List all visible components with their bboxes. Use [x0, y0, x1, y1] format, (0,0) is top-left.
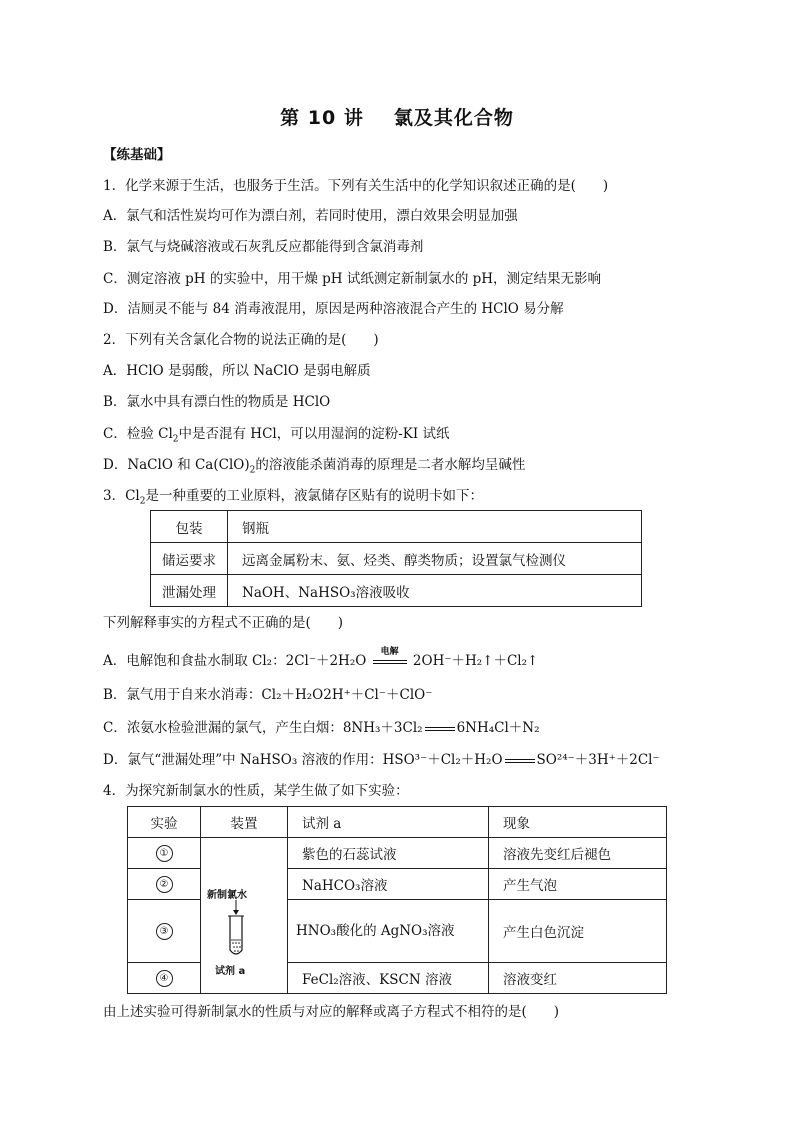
experiment-number: ②: [128, 869, 201, 900]
header-reagent: 试剂 a: [288, 807, 489, 838]
q2-d-prefix: D．NaClO 和 Ca(ClO): [103, 457, 250, 473]
q2-option-d: D．NaClO 和 $Ca(ClO)_2$的溶液能杀菌消毒的原理是二者水解均呈碱性: [103, 457, 526, 476]
q3-question: 下列解释事实的方程式不正确的是( ): [103, 615, 344, 631]
table-key: 储运要求: [151, 543, 228, 575]
q3-c-suffix: 6NH₄Cl＋N₂: [456, 720, 540, 736]
q3-c-prefix: C．浓氨水检验泄漏的氯气，产生白烟：8NH₃＋3Cl₂: [103, 720, 423, 736]
q2-option-b: B．氯水中具有漂白性的物质是 HClO: [103, 394, 331, 410]
q3-option-d: [103, 751, 660, 769]
q2-option-a: A．HClO 是弱酸，所以 NaClO 是弱电解质: [103, 363, 371, 379]
phenomenon: 溶液先变红后褪色: [489, 838, 667, 869]
table-value: 远离金属粉末、氨、烃类、醇类物质；设置氯气检测仪: [228, 543, 642, 575]
q3-a-prefix: A．电解饱和食盐水制取 Cl₂：2Cl⁻＋2H₂O: [103, 653, 367, 669]
q1-option-a: A．氯气和活性炭均可作为漂白剂，若同时使用，漂白效果会明显加强: [103, 208, 518, 224]
q3-option-c: [103, 719, 540, 737]
apparatus-cell: [201, 838, 288, 994]
equals-sign: [505, 759, 535, 763]
reaction-condition: 电解: [380, 647, 399, 657]
table-row: [128, 838, 667, 869]
reagent: NaHCO₃溶液: [288, 869, 489, 900]
header-apparatus: 装置: [201, 807, 288, 838]
reagent-a-label: 试剂 a: [215, 965, 246, 977]
q3-a-suffix: 2OH⁻＋H₂↑＋Cl₂↑: [412, 653, 539, 669]
q1-stem: 1．化学来源于生活，也服务于生活。下列有关生活中的化学知识叙述正确的是( ): [103, 178, 609, 194]
experiment-table: [127, 806, 667, 994]
test-tube-icon: [201, 854, 287, 978]
table-value: NaOH、NaHSO₃溶液吸收: [228, 575, 642, 607]
experiment-number: ①: [128, 838, 201, 869]
table-row: [151, 511, 642, 543]
chlorine-label-table: [150, 510, 642, 607]
q3-stem: 3．$Cl_2$是一种重要的工业原料，液氯储存区贴有的说明卡如下：: [103, 488, 483, 507]
q3-d-prefix: D．氯气“泄漏处理”中 NaHSO₃ 溶液的作用：HSO³⁻＋Cl₂＋H₂O: [103, 752, 503, 768]
experiment-number: ④: [128, 963, 201, 994]
q3-d-suffix: SO²⁴⁻＋3H⁺＋2Cl⁻: [536, 752, 660, 768]
test-tube-diagram: [201, 854, 287, 978]
q4-stem: 4．为探究新制氯水的性质，某学生做了如下实验：: [103, 783, 409, 799]
lecture-number: 第 10 讲: [280, 107, 364, 129]
table-key: 泄漏处理: [151, 575, 228, 607]
q2-stem: 2．下列有关含氯化合物的说法正确的是( ): [103, 332, 379, 348]
table-key: 包装: [151, 511, 228, 543]
reagent: FeCl₂溶液、KSCN 溶液: [288, 963, 489, 994]
page-title: [0, 103, 794, 130]
q3-option-a: [103, 647, 539, 670]
q2-d-suffix: 的溶液能杀菌消毒的原理是二者水解均呈碱性: [255, 457, 526, 473]
reagent: 紫色的石蕊试液: [288, 838, 489, 869]
table-value: 钢瓶: [228, 511, 642, 543]
table-header-row: [128, 807, 667, 838]
phenomenon: 产生白色沉淀: [489, 900, 667, 963]
table-row: [151, 575, 642, 607]
q4-closing: 由上述实验可得新制氯水的性质与对应的解释或离子方程式不相符的是( ): [103, 1004, 560, 1020]
chlorine-water-label: 新制氯水: [207, 889, 247, 901]
header-experiment: 实验: [128, 807, 201, 838]
experiment-number: ③: [128, 900, 201, 963]
q1-option-c: C．测定溶液 pH 的实验中，用干燥 pH 试纸测定新制氯水的 pH，测定结果无影响: [103, 271, 602, 287]
q3-stem-suffix: 是一种重要的工业原料，液氯储存区贴有的说明卡如下：: [145, 488, 483, 504]
table-row: [151, 543, 642, 575]
q3-option-b: B．氯气用于自来水消毒：Cl₂＋H₂O2H⁺＋Cl⁻＋ClO⁻: [103, 687, 433, 703]
q2-c-suffix: 中是否混有 HCl，可以用湿润的淀粉-KI 试纸: [178, 426, 450, 442]
q3-stem-prefix: 3．Cl: [103, 488, 140, 504]
lecture-topic: 氯及其化合物: [393, 107, 514, 129]
electrolysis-arrow: [371, 647, 409, 670]
equals-sign: [425, 727, 455, 731]
q2-option-c: C．检验 $Cl_2$中是否混有 HCl，可以用湿润的淀粉-KI 试纸: [103, 426, 450, 445]
phenomenon: 溶液变红: [489, 963, 667, 994]
q1-option-d: D．洁厕灵不能与 84 消毒液混用，原因是两种溶液混合产生的 HClO 易分解: [103, 301, 564, 317]
header-phenomenon: 现象: [489, 807, 667, 838]
section-heading: 【练基础】: [103, 147, 171, 163]
q2-c-prefix: C．检验 Cl: [103, 426, 173, 442]
phenomenon: 产生气泡: [489, 869, 667, 900]
q1-option-b: B．氯气与烧碱溶液或石灰乳反应都能得到含氯消毒剂: [103, 239, 424, 255]
reagent: HNO₃酸化的 AgNO₃溶液: [288, 900, 489, 963]
